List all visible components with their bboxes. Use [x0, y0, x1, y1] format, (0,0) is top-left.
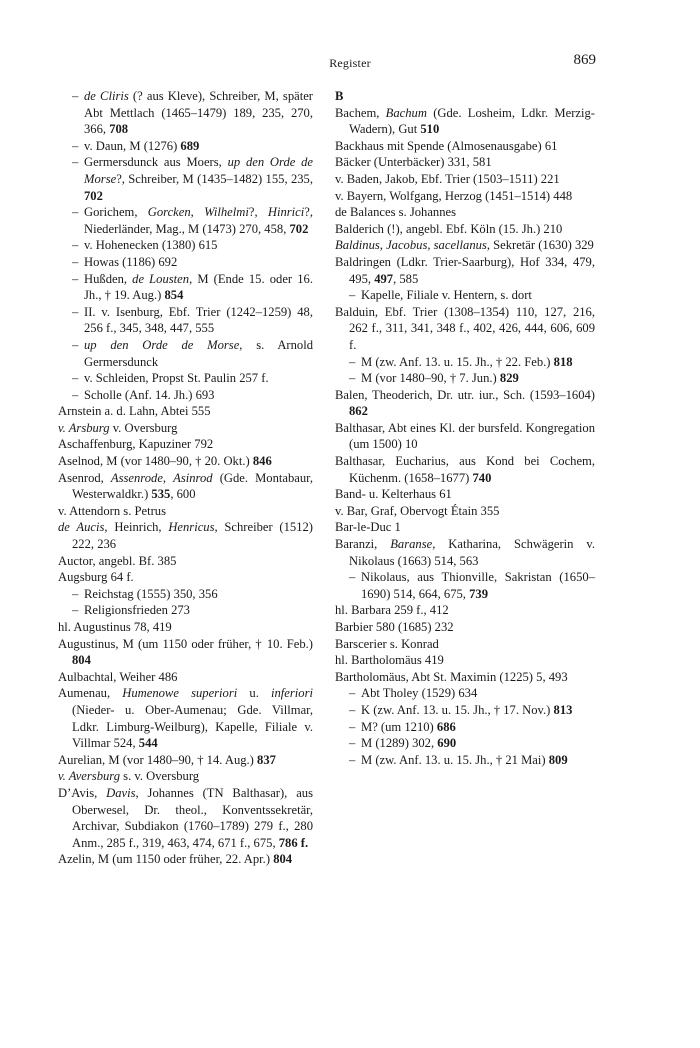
index-entry: Bachem, Bachum (Gde. Losheim, Ldkr. Merzig-Wadern), Gut 510 — [335, 105, 595, 137]
index-entry: Arnstein a. d. Lahn, Abtei 555 — [58, 404, 211, 419]
index-entry: Balthasar, Eucharius, aus Kond bei Cochem, Küchenm. (1658–1677) 740 — [335, 454, 595, 485]
index-entry: v. Aversburg s. v. Oversburg — [58, 769, 200, 784]
index-subentry: – Germersdunck aus Moers, up den Orde de Morse?, Schreiber, M (1435–1482) 155, 235, 702 — [72, 155, 314, 203]
index-entry: Aulbachtal, Weiher 486 — [58, 669, 178, 684]
index-entry: Augustinus, M (um 1150 oder früher, † 10. Feb.) 804 — [58, 636, 313, 668]
index-entry: v. Baden, Jakob, Ebf. Trier (1503–1511) 221 — [335, 171, 560, 186]
index-column-right — [335, 88, 595, 768]
index-subentry: – M? (um 1210) 686 — [349, 719, 456, 734]
index-entry: v. Bayern, Wolfgang, Herzog (1451–1514) 448 — [335, 188, 573, 203]
index-entry: Barscerier s. Konrad — [335, 636, 439, 651]
index-entry: Bar-le-Duc 1 — [335, 520, 401, 535]
index-subentry: – M (vor 1480–90, † 7. Jun.) 829 — [349, 371, 519, 386]
index-subentry: – Howas (1186) 692 — [72, 254, 178, 269]
index-subentry: – Nikolaus, aus Thionville, Sakristan (1650–1690) 514, 664, 675, 739 — [349, 570, 595, 601]
index-entry: Backhaus mit Spende (Almosenausgabe) 61 — [335, 138, 558, 153]
index-entry: v. Bar, Graf, Obervogt Étain 355 — [335, 503, 500, 518]
index-entry: Balderich (!), angebl. Ebf. Köln (15. Jh.) 210 — [335, 221, 563, 236]
index-entry: v. Arsburg v. Oversburg — [58, 420, 178, 435]
index-subentry: – de Cliris (? aus Kleve), Schreiber, M, später Abt Mettlach (1465–1479) 189, 235, 270, 366, 708 — [72, 89, 313, 137]
index-entry: Baranzi, Baranse, Katharina, Schwägerin v. Nikolaus (1663) 514, 563 — [335, 537, 595, 568]
page-number: 869 — [573, 52, 596, 68]
index-entry: Balduin, Ebf. Trier (1308–1354) 110, 127, 216, 262 f., 311, 341, 348 f., 402, 426, 444, 606, 609 f. — [335, 304, 595, 352]
index-entry: Band- u. Kelterhaus 61 — [335, 487, 452, 502]
index-subentry: – M (zw. Anf. 13. u. 15. Jh., † 21 Mai) 809 — [349, 752, 568, 767]
index-subentry: – Abt Tholey (1529) 634 — [349, 686, 478, 701]
index-subentry: – v. Hohenecken (1380) 615 — [72, 238, 218, 253]
index-subentry: – M (1289) 302, 690 — [349, 736, 457, 751]
index-column-left — [58, 88, 313, 868]
index-entry: Barbier 580 (1685) 232 — [335, 620, 454, 634]
index-entry: de Aucis, Heinrich, Henricus, Schreiber (1512) 222, 236 — [58, 520, 313, 552]
index-entry: Bäcker (Unterbäcker) 331, 581 — [335, 155, 492, 170]
index-entry: Aumenau, Humenowe superiori u. inferiori (Nieder- u. Ober-Aumenau; Gde. Villmar, Ldkr. Limburg-Weilburg), Kapelle, Filiale v. Villmar 524, 544 — [58, 686, 313, 751]
section-letter: B — [335, 89, 344, 103]
index-entry: Bartholomäus, Abt St. Maximin (1225) 5, 493 — [335, 669, 568, 684]
index-entry: hl. Bartholomäus 419 — [335, 653, 444, 668]
index-entry: Aurelian, M (vor 1480–90, † 14. Aug.) 837 — [58, 752, 276, 767]
index-subentry: – Gorichem, Gorcken, Wilhelmi?, Hinrici?, Niederländer, Mag., M (1473) 270, 458, 702 — [72, 205, 313, 236]
index-subentry: – K (zw. Anf. 13. u. 15. Jh., † 17. Nov.) 813 — [349, 702, 573, 717]
index-entry: Auctor, angebl. Bf. 385 — [58, 553, 177, 568]
index-entry: Baldringen (Ldkr. Trier-Saarburg), Hof 334, 479, 495, 497, 585 — [335, 254, 595, 286]
index-subentry: – M (zw. Anf. 13. u. 15. Jh., † 22. Feb.) 818 — [349, 354, 573, 369]
index-entry: Augsburg 64 f. — [58, 570, 134, 585]
index-entry: de Balances s. Johannes — [335, 205, 457, 220]
index-subentry: – Hußden, de Lousten, M (Ende 15. oder 16. Jh., † 19. Aug.) 854 — [72, 271, 313, 303]
running-title: Register — [329, 56, 371, 70]
index-entry: hl. Barbara 259 f., 412 — [335, 603, 449, 618]
index-entry: Azelin, M (um 1150 oder früher, 22. Apr.) 804 — [58, 852, 293, 867]
index-entry: Balthasar, Abt eines Kl. der bursfeld. Kongregation (um 1500) 10 — [335, 420, 595, 452]
index-subentry: – up den Orde de Morse, s. Arnold Germersdunck — [72, 337, 313, 369]
index-entry: Balen, Theoderich, Dr. utr. iur., Sch. (1593–1604) 862 — [335, 387, 595, 419]
index-entry: v. Attendorn s. Petrus — [58, 503, 166, 518]
index-subentry: – Kapelle, Filiale v. Hentern, s. dort — [349, 288, 532, 303]
index-subentry: – v. Schleiden, Propst St. Paulin 257 f. — [72, 371, 269, 386]
index-subentry: – II. v. Isenburg, Ebf. Trier (1242–1259) 48, 256 f., 345, 348, 447, 555 — [72, 304, 313, 336]
index-entry: Aschaffenburg, Kapuziner 792 — [58, 437, 214, 452]
index-entry: Baldinus, Jacobus, sacellanus, Sekretär (1630) 329 — [335, 238, 594, 253]
index-subentry: – Religionsfrieden 273 — [72, 603, 190, 618]
index-entry: Asenrod, Assenrode, Asinrod (Gde. Montabaur, Westerwaldkr.) 535, 600 — [58, 470, 314, 502]
index-subentry: – Reichstag (1555) 350, 356 — [72, 586, 218, 601]
index-entry: Aselnod, M (vor 1480–90, † 20. Okt.) 846 — [58, 454, 272, 469]
index-subentry: – Scholle (Anf. 14. Jh.) 693 — [72, 387, 215, 402]
index-entry: D’Avis, Davis, Johannes (TN Balthasar), aus Oberwesel, Dr. theol., Konventssekretär, Archivar, Subdiakon (1760–1789) 279 f., 280 Anm., 285 f., 319, 463, 474, 671 f., 675, 786 f. — [58, 785, 313, 850]
index-subentry: – v. Daun, M (1276) 689 — [72, 138, 200, 153]
page-header — [0, 52, 700, 72]
index-entry: hl. Augustinus 78, 419 — [58, 620, 172, 634]
